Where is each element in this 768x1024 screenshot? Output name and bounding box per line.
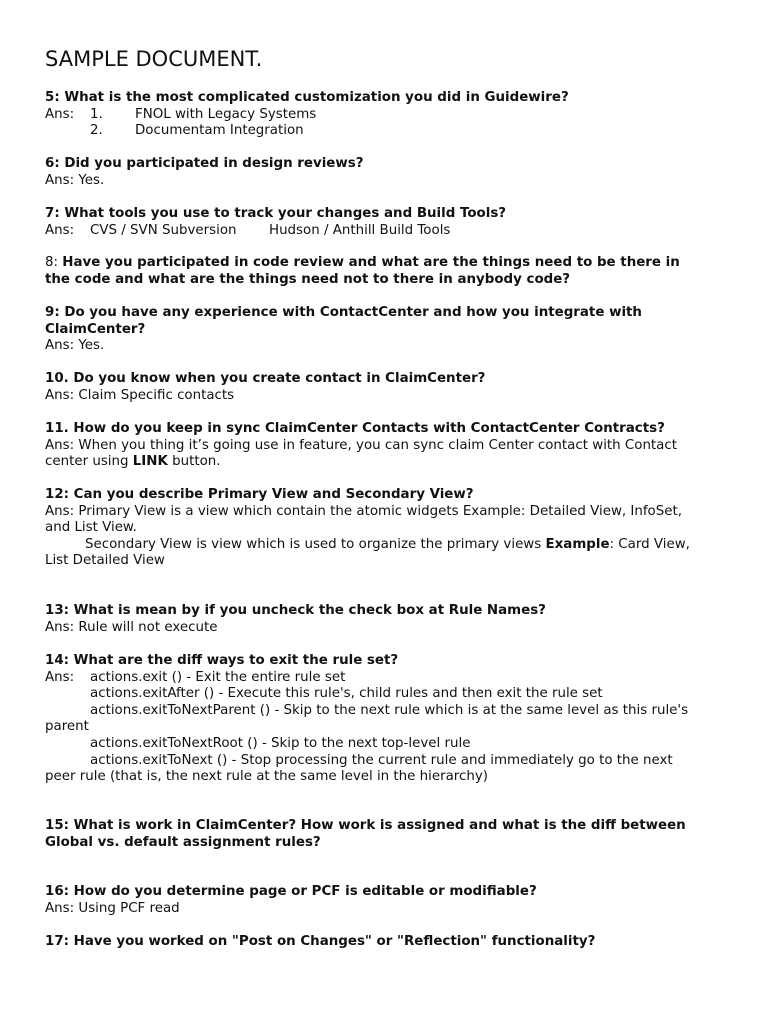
question-block-15	[45, 818, 725, 851]
answer-12-line-3	[45, 537, 725, 554]
question-text: Have you participated in code review and what are the things need to be there in	[62, 255, 680, 270]
question-12: 12: Can you describe Primary View and Secondary View?	[45, 487, 474, 502]
question-block-9	[45, 305, 725, 355]
question-block-10	[45, 371, 725, 404]
question-block-8	[45, 255, 725, 288]
question-9-line-2: ClaimCenter?	[45, 321, 146, 337]
answer-label: Ans:	[45, 106, 75, 122]
answer-10: Ans: Claim Specific contacts	[45, 387, 235, 403]
question-9-line-1: 9: Do you have any experience with ContactCenter and how you integrate with	[45, 305, 642, 320]
link-keyword: LINK	[132, 454, 168, 470]
question-block-5	[45, 90, 725, 140]
question-block-12	[45, 487, 725, 570]
question-6: 6: Did you participated in design reviews?	[45, 156, 364, 171]
answer-11-line-1: Ans: When you thing it’s going use in feature, you can sync claim Center contact with Contact	[45, 437, 678, 453]
answer-12-line-2: and List View.	[45, 520, 137, 536]
answer-9: Ans: Yes.	[45, 338, 105, 354]
question-11: 11. How do you keep in sync ClaimCenter Contacts with ContactCenter Contracts?	[45, 421, 665, 436]
answer-text: button.	[167, 454, 221, 470]
answer-14-line-7: peer rule (that is, the next rule at the same level in the hierarchy)	[45, 769, 489, 785]
question-10: 10. Do you know when you create contact in ClaimCenter?	[45, 371, 486, 386]
answer-12-line-1: Ans: Primary View is a view which contain the atomic widgets Example: Detailed View, InfoSet,	[45, 503, 682, 519]
answer-14-line-5: actions.exitToNextRoot () - Skip to the next top-level rule	[90, 735, 471, 751]
example-keyword: Example	[545, 536, 610, 552]
answer-11-line-2	[45, 454, 725, 471]
question-block-13	[45, 603, 725, 636]
list-text: Documentam Integration	[135, 123, 304, 139]
question-block-16	[45, 884, 725, 917]
answer-6: Ans: Yes.	[45, 172, 105, 188]
answer-12-line-4: List Detailed View	[45, 553, 165, 569]
answer-14-line-3: actions.exitToNextParent () - Skip to the next rule which is at the same level as this rule's	[90, 702, 689, 718]
answer-14-line-6: actions.exitToNext () - Stop processing the current rule and immediately go to the next	[90, 752, 673, 768]
answer-text: actions.exit () - Exit the entire rule set	[90, 669, 346, 685]
answer-14-line-1	[45, 670, 725, 687]
question-block-11	[45, 421, 725, 471]
question-number: 8:	[45, 255, 63, 270]
question-15-line-1: 15: What is work in ClaimCenter? How work is assigned and what is the diff between	[45, 818, 686, 833]
answer-label: Ans:	[45, 669, 75, 685]
list-text: FNOL with Legacy Systems	[135, 106, 317, 122]
question-5: 5: What is the most complicated customization you did in Guidewire?	[45, 90, 569, 105]
question-8-line-2: the code and what are the things need not to there in anybody code?	[45, 271, 571, 287]
answer-label: Ans:	[45, 222, 75, 238]
answer-text: center using	[45, 454, 133, 470]
question-15-line-2: Global vs. default assignment rules?	[45, 834, 321, 850]
question-17: 17: Have you worked on "Post on Changes" or "Reflection" functionality?	[45, 934, 596, 949]
answer-14-line-2: actions.exitAfter () - Execute this rule's, child rules and then exit the rule set	[90, 686, 603, 702]
question-block-7	[45, 206, 725, 239]
answer-text: Secondary View is view which is used to organize the primary views	[85, 536, 546, 552]
answer-13: Ans: Rule will not execute	[45, 619, 218, 635]
answer-5-item-2	[45, 123, 725, 140]
tool-1: CVS / SVN Subversion	[90, 222, 237, 238]
list-number: 2.	[90, 123, 103, 139]
answer-14-line-4: parent	[45, 719, 89, 735]
question-8-line-1	[45, 255, 725, 272]
question-block-17	[45, 934, 725, 951]
answer-7	[45, 223, 725, 240]
answer-16: Ans: Using PCF read	[45, 900, 180, 916]
question-14: 14: What are the diff ways to exit the rule set?	[45, 653, 399, 668]
answer-5-item-1	[45, 107, 725, 124]
document-title: SAMPLE DOCUMENT.	[45, 47, 263, 71]
question-block-6	[45, 156, 725, 189]
question-block-14	[45, 653, 725, 786]
question-13: 13: What is mean by if you uncheck the check box at Rule Names?	[45, 603, 546, 618]
tool-2: Hudson / Anthill Build Tools	[269, 222, 451, 238]
question-7: 7: What tools you use to track your changes and Build Tools?	[45, 206, 507, 221]
list-number: 1.	[90, 106, 103, 122]
question-16: 16: How do you determine page or PCF is editable or modifiable?	[45, 884, 537, 899]
answer-text: : Card View,	[609, 536, 690, 552]
